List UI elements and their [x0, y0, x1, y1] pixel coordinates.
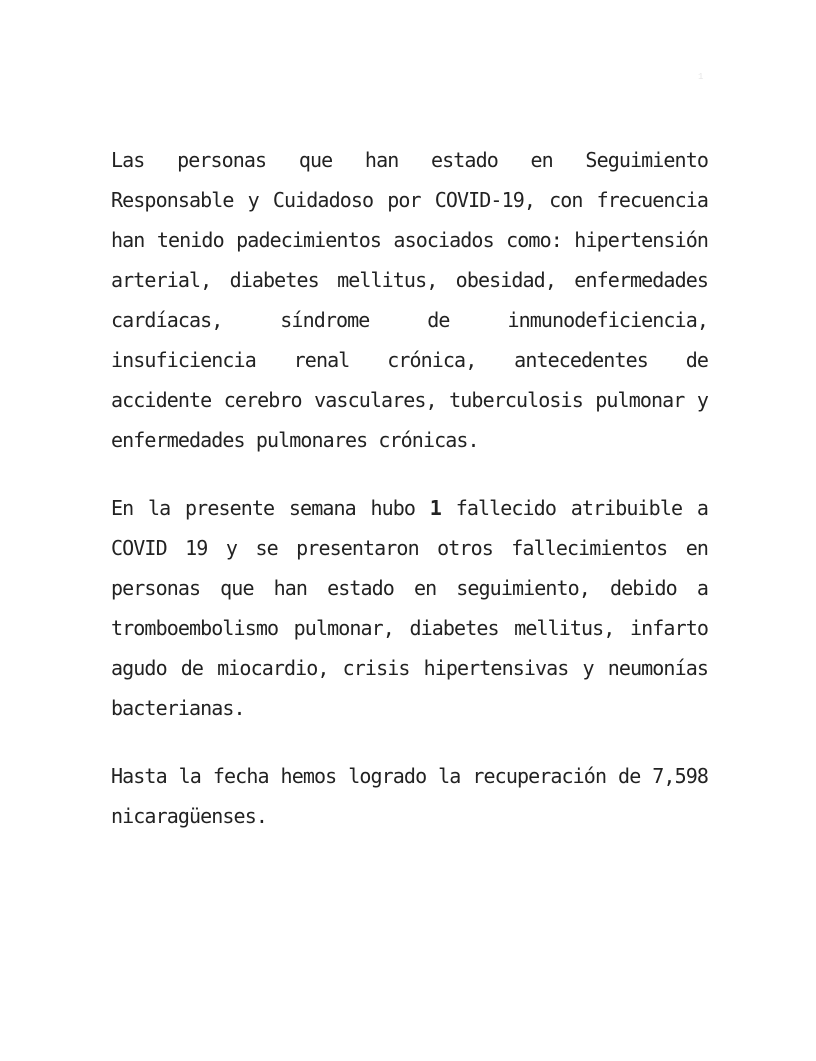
paragraph-recoveries-text: Hasta la fecha hemos logrado la recuperación de 7,598 nicaragüenses. [111, 764, 708, 828]
paragraph-deaths-intro: En la presente semana hubo [111, 496, 430, 520]
paragraph-deaths-rest: fallecido atribuible a COVID 19 y se presentaron otros fallecimientos en personas que han estado en seguimiento, debido a tromboembolismo pulmonar, diabetes mellitus, infarto agudo de miocardio, crisis hipertensivas y neumonías bacterianas. [111, 496, 708, 720]
paragraph-comorbidities-text: Las personas que han estado en Seguimiento Responsable y Cuidadoso por COVID-19, con frecuencia han tenido padecimientos asociados como: hipertensión arterial, diabetes mellitus, obesidad, enfermedades cardíacas, síndrome de inmunodeficiencia, insuficiencia renal crónica, antecedentes de accidente cerebro vasculares, tuberculosis pulmonar y enfermedades pulmonares crónicas. [111, 148, 708, 452]
document-body [111, 140, 708, 864]
deaths-count: 1 [429, 496, 441, 520]
paragraph-recoveries [111, 756, 708, 836]
paragraph-comorbidities [111, 140, 708, 460]
paragraph-deaths [111, 488, 708, 728]
page-number: 1 [698, 72, 704, 82]
